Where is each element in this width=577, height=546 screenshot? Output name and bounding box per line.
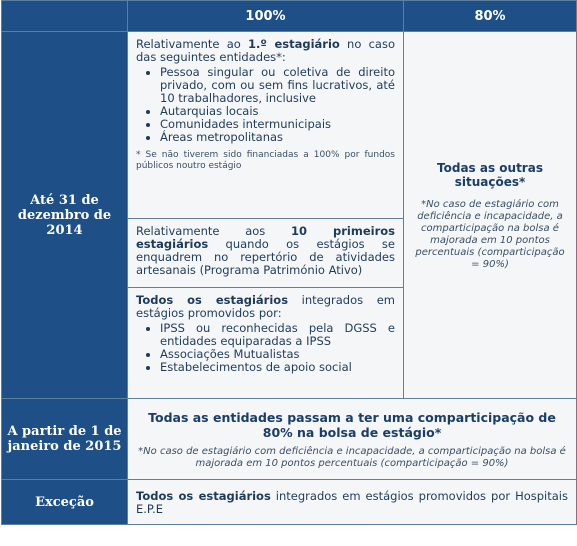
outras-situacoes-title: Todas as outras situações* [437,161,543,189]
outras-situacoes-note: *No caso de estagiário com deficiência e incapacidade, a comparticipação na bolsa é majorada em 10 pontos percentuais (comparticipação = 90%) [415,199,565,270]
row-excecao [2,480,577,525]
list-item: • Associações Mutualistas [160,348,395,361]
entidades-list [136,66,395,144]
intro-text-end: no caso das seguintes entidades*: [136,37,395,64]
ipss-bold: Todos os estagiários [136,293,289,307]
comparticipacao-table [1,0,577,525]
hospitais-text: integrados em estágios promovidos por Hospitais E.P.E [136,489,568,516]
intro-bold: 1.º estagiário [248,37,340,51]
header-100: 100% [128,1,404,32]
row-2014-a [2,32,577,219]
row-label-excecao [2,480,128,525]
row-label-2014-text: Até 31 de dezembro de 2014 [17,192,112,238]
row-label-2015 [2,399,128,480]
list-item: • Áreas metropolitanas [160,131,395,144]
todas-entidades-cell [128,399,577,480]
header-row [2,1,577,32]
ipss-text: integrados em estágios promovidos por: [136,293,395,320]
artesanais-bold: 10 primeiros estagiários [136,224,395,251]
intro-text: Relativamente ao [136,37,249,51]
row-label-excecao-text: Exceção [35,494,94,510]
ipss-cell [128,288,404,399]
row-label-2014 [2,32,128,399]
financiamento-note: * Se não tiverem sido financiadas a 100% por fundos públicos noutro estágio [136,150,395,171]
hospitais-cell [128,480,577,525]
ipss-list [136,322,395,374]
list-item: • Autarquias locais [160,105,395,118]
ipss-intro [136,294,395,320]
row-2015 [2,399,577,480]
artesanais-text-end: quando os estágios se enquadrem no repertório de atividades artesanais (Programa Património Ativo) [136,237,395,277]
list-item: • Estabelecimentos de apoio social [160,361,395,374]
todas-entidades-note: *No caso de estagiário com deficiência e incapacidade, a comparticipação na bolsa é majorada em 10 pontos percentuais (comparticipação = 90%) [138,446,566,469]
primeiro-estagiario-intro [136,38,395,64]
artesanais-cell [128,219,404,288]
list-item: • Comunidades intermunicipais [160,118,395,131]
list-item: • Pessoa singular ou coletiva de direito privado, com ou sem fins lucrativos, até 10 trabalhadores, inclusive [160,66,395,105]
primeiro-estagiario-cell [128,32,404,219]
header-80: 80% [404,1,577,32]
todas-entidades-title: Todas as entidades passam a ter uma comparticipação de 80% na bolsa de estágio* [148,410,556,440]
header-corner [2,1,128,32]
row-label-2015-text: A partir de 1 de janeiro de 2015 [7,424,122,454]
outras-situacoes-cell [404,32,577,399]
artesanais-text: Relativamente aos [136,224,291,238]
list-item: • IPSS ou reconhecidas pela DGSS e entidades equiparadas a IPSS [160,322,395,348]
hospitais-bold: Todos os estagiários [136,489,271,503]
